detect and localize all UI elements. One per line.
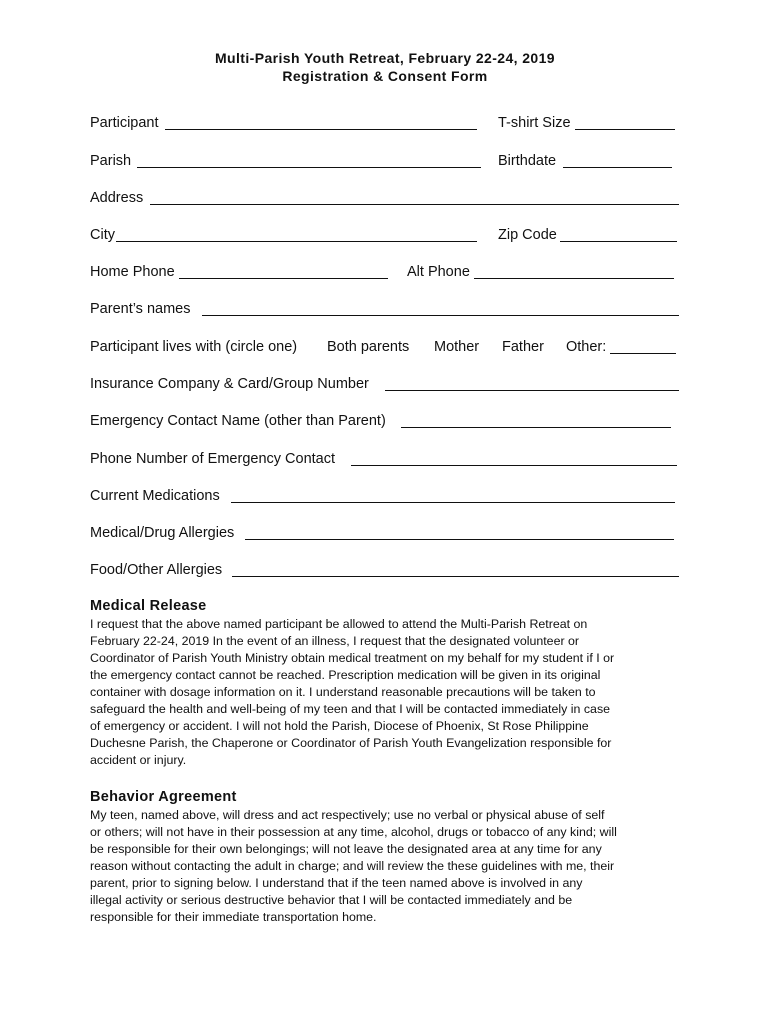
alt-phone-field[interactable] (474, 278, 674, 279)
row-insurance (90, 375, 680, 395)
participant-label: Participant (90, 115, 159, 131)
insurance-field[interactable] (385, 390, 679, 391)
home-phone-label: Home Phone (90, 264, 175, 280)
food-allergies-label: Food/Other Allergies (90, 562, 223, 578)
drug-allergies-label: Medical/Drug Allergies (90, 525, 235, 541)
medical-release-line: of emergency or accident. I will not hold the Parish, Diocese of Phoenix, St Rose Philippine (90, 719, 589, 733)
medications-field[interactable] (231, 502, 675, 503)
medical-release-line: safeguard the health and well-being of my teen and that I will be contacted immediately in case (90, 702, 611, 716)
emergency-phone-field[interactable] (351, 465, 677, 466)
row-city (90, 226, 680, 246)
row-parish (90, 152, 680, 172)
medical-release-line: Duchesne Parish, the Chaperone or Coordinator of Parish Youth Evangelization responsible for (90, 736, 612, 750)
participant-field[interactable] (165, 129, 477, 130)
medical-release-line: February 22-24, 2019 In the event of an illness, I request that the designated volunteer or (90, 634, 580, 648)
insurance-label: Insurance Company & Card/Group Number (90, 376, 369, 392)
row-parents (90, 300, 680, 320)
emergency-name-field[interactable] (401, 427, 671, 428)
food-allergies-field[interactable] (232, 576, 679, 577)
row-emergency-name (90, 412, 680, 432)
medical-release-line: container with dosage information on it. I understand reasonable precautions will be taken to (90, 685, 596, 699)
drug-allergies-field[interactable] (245, 539, 674, 540)
parents-names-label: Parent’s names (90, 301, 191, 317)
behavior-agreement-heading: Behavior Agreement (90, 789, 237, 805)
birthdate-field[interactable] (563, 167, 672, 168)
parents-names-field[interactable] (202, 315, 679, 316)
city-label: City (90, 227, 115, 243)
form-title: Multi-Parish Youth Retreat, February 22-24, 2019 (214, 50, 555, 66)
behavior-agreement-line: illegal activity or serious destructive behavior that I will be contacted immediately and be (90, 893, 573, 907)
behavior-agreement-line: My teen, named above, will dress and act respectively; use no verbal or physical abuse of self (90, 808, 605, 822)
row-emergency-phone (90, 450, 680, 470)
behavior-agreement-line: or others; will not have in their possession at any time, alcohol, drugs or tobacco of any kind; will (90, 825, 617, 839)
parish-label: Parish (90, 153, 132, 169)
medical-release-line: I request that the above named participant be allowed to attend the Multi-Parish Retreat on (90, 617, 588, 631)
medical-release-line: Coordinator of Parish Youth Ministry obtain medical treatment on my behalf for my student if I or (90, 651, 615, 665)
zip-label: Zip Code (498, 227, 557, 243)
address-field[interactable] (150, 204, 679, 205)
behavior-agreement-line: reason without contacting the adult in charge; and will review the these guidelines with me, their (90, 859, 615, 873)
option-both-parents[interactable]: Both parents (327, 339, 410, 355)
medical-release-line: accident or injury. (90, 753, 187, 767)
zip-field[interactable] (560, 241, 677, 242)
medical-release-heading: Medical Release (90, 598, 207, 614)
behavior-agreement-text (90, 807, 686, 926)
parish-field[interactable] (137, 167, 481, 168)
row-food-allergies (90, 561, 680, 581)
row-medications (90, 487, 680, 507)
alt-phone-label: Alt Phone (407, 264, 470, 280)
medications-label: Current Medications (90, 488, 220, 504)
behavior-agreement-line: be responsible for their own belongings; will not leave the designated area at any time for any (90, 842, 602, 856)
emergency-phone-label: Phone Number of Emergency Contact (90, 451, 336, 467)
address-label: Address (90, 190, 144, 206)
row-phones (90, 263, 680, 283)
row-participant (90, 114, 680, 134)
emergency-name-label: Emergency Contact Name (other than Parent) (90, 413, 386, 429)
row-address (90, 189, 680, 209)
home-phone-field[interactable] (179, 278, 388, 279)
birthdate-label: Birthdate (498, 153, 557, 169)
lives-with-label: Participant lives with (circle one) (90, 339, 298, 355)
option-father[interactable]: Father (502, 339, 544, 355)
form-subtitle: Registration & Consent Form (282, 68, 488, 84)
medical-release-line: the emergency contact cannot be reached. Prescription medication will be given in its original (90, 668, 601, 682)
option-other[interactable]: Other: (566, 339, 607, 355)
tshirt-label: T-shirt Size (498, 115, 571, 131)
option-mother[interactable]: Mother (434, 339, 480, 355)
other-field[interactable] (610, 353, 676, 354)
city-field[interactable] (116, 241, 477, 242)
tshirt-field[interactable] (575, 129, 675, 130)
behavior-agreement-line: parent, prior to signing below. I understand that if the teen named above is involved in any (90, 876, 583, 890)
row-lives-with (90, 338, 680, 358)
behavior-agreement-line: responsible for their immediate transportation home. (90, 910, 377, 924)
row-drug-allergies (90, 524, 680, 544)
medical-release-text (90, 616, 686, 769)
